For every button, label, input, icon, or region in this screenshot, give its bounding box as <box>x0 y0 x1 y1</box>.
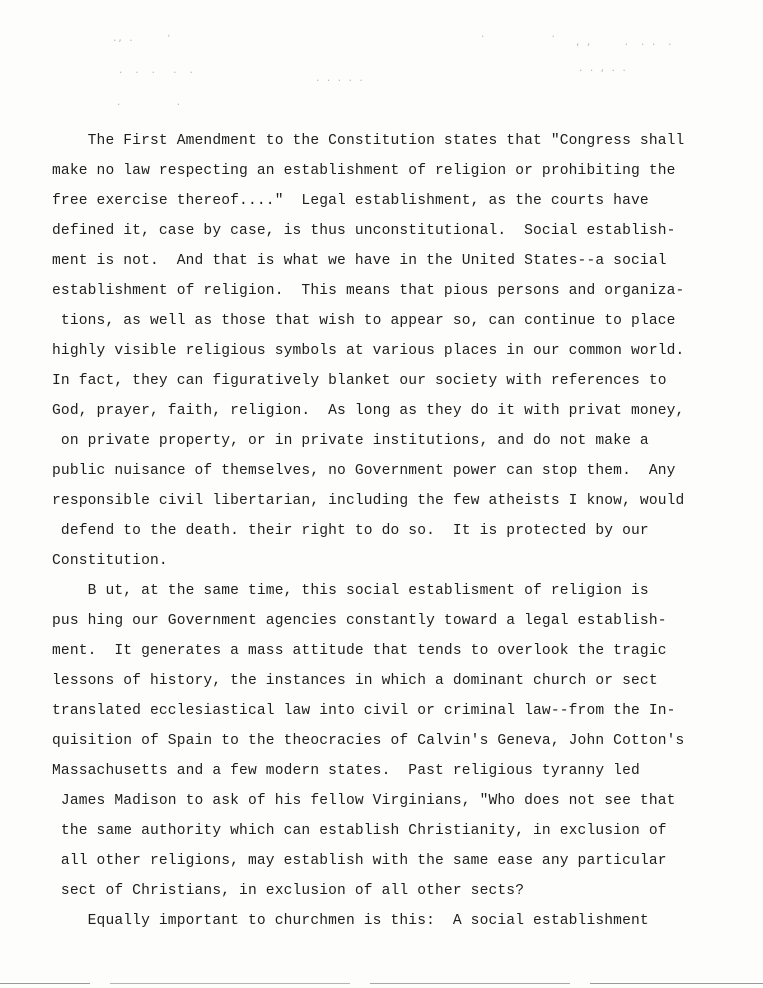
text-line: The First Amendment to the Constitution states that "Congress shall <box>52 133 685 149</box>
scan-edge-line <box>110 983 350 984</box>
text-line: Equally important to churchmen is this: A social establishment <box>52 913 649 929</box>
scan-artifact: , , . . . . <box>575 38 673 48</box>
text-line: the same authority which can establish Christianity, in exclusion of <box>52 823 667 839</box>
scan-artifact: ., . ' <box>112 34 172 44</box>
text-line: all other religions, may establish with the same ease any particular <box>52 853 667 869</box>
scan-artifact: . . <box>116 98 182 108</box>
text-line: lessons of history, the instances in which a dominant church or sect <box>52 673 658 689</box>
scan-artifact: . . , . . <box>578 64 627 74</box>
text-line: Constitution. <box>52 553 168 569</box>
scan-artifact: . . . . . <box>118 66 194 76</box>
text-line: In fact, they can figuratively blanket our society with references to <box>52 373 667 389</box>
text-line: ment is not. And that is what we have in the United States--a social <box>52 253 667 269</box>
text-line: establishment of religion. This means that pious persons and organiza- <box>52 283 685 299</box>
text-line: quisition of Spain to the theocracies of Calvin's Geneva, John Cotton's <box>52 733 685 749</box>
text-line: God, prayer, faith, religion. As long as they do it with privat money, <box>52 403 685 419</box>
text-line: free exercise thereof...." Legal establishment, as the courts have <box>52 193 649 209</box>
scan-artifact: . . . . . <box>315 74 364 84</box>
text-line: tions, as well as those that wish to appear so, can continue to place <box>52 313 676 329</box>
text-line: on private property, or in private institutions, and do not make a <box>52 433 649 449</box>
scan-artifact: . . <box>480 30 556 40</box>
text-line: translated ecclesiastical law into civil or criminal law--from the In- <box>52 703 676 719</box>
text-line: defend to the death. their right to do so. It is protected by our <box>52 523 649 539</box>
text-line: highly visible religious symbols at various places in our common world. <box>52 343 685 359</box>
text-line: ment. It generates a mass attitude that tends to overlook the tragic <box>52 643 667 659</box>
text-line: public nuisance of themselves, no Government power can stop them. Any <box>52 463 676 479</box>
text-line: defined it, case by case, is thus unconstitutional. Social establish- <box>52 223 676 239</box>
text-line: pus hing our Government agencies constantly toward a legal establish- <box>52 613 667 629</box>
text-line: responsible civil libertarian, including the few atheists I know, would <box>52 493 685 509</box>
text-line: Massachusetts and a few modern states. Past religious tyranny led <box>52 763 640 779</box>
scan-edge-line <box>0 983 90 984</box>
text-line: sect of Christians, in exclusion of all other sects? <box>52 883 525 899</box>
scan-edge-line <box>590 983 763 984</box>
text-line: make no law respecting an establishment of religion or prohibiting the <box>52 163 676 179</box>
scan-edge-line <box>370 983 570 984</box>
text-line: B ut, at the same time, this social establisment of religion is <box>52 583 649 599</box>
text-line: James Madison to ask of his fellow Virginians, "Who does not see that <box>52 793 676 809</box>
